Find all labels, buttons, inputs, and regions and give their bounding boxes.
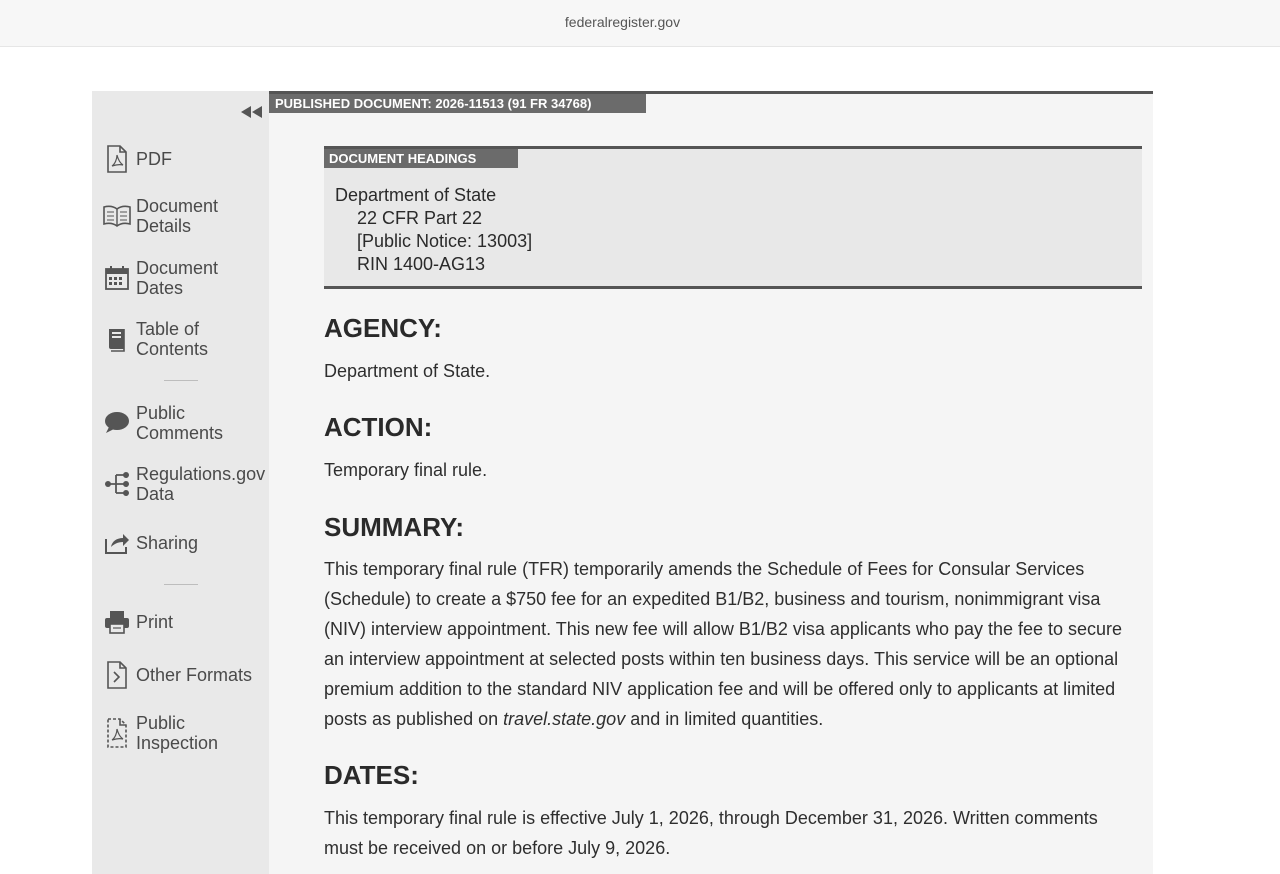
- document-sidebar: [92, 91, 269, 874]
- sidebar-item-document-dates[interactable]: [102, 258, 267, 298]
- headings-cfr: 22 CFR Part 22: [357, 208, 483, 228]
- summary-text-part: and in limited quantities.: [625, 709, 824, 729]
- share-arrow-icon: [102, 528, 132, 558]
- sidebar-item-label: Document Dates: [136, 258, 219, 298]
- file-code-icon: [102, 660, 132, 690]
- sidebar-item-table-of-contents[interactable]: [102, 319, 267, 359]
- sidebar-item-print[interactable]: [102, 607, 267, 637]
- dates-text: This temporary final rule is effective July 1, 2026, through December 31, 2026. Written comments must be received on or before July 9, 2026.: [324, 808, 1098, 858]
- sidebar-item-label: Document Details: [136, 196, 219, 236]
- dates-heading: DATES:: [324, 760, 419, 790]
- url-text: federalregister.gov: [564, 14, 681, 30]
- sidebar-item-document-details[interactable]: [102, 196, 267, 236]
- document-headings-tag: DOCUMENT HEADINGS: [324, 149, 518, 168]
- agency-text: Department of State.: [324, 361, 491, 381]
- travel-state-gov-text: travel.state.gov: [503, 709, 626, 729]
- agency-heading: AGENCY:: [324, 313, 442, 343]
- sidebar-item-label: Public Comments: [136, 403, 224, 443]
- action-text: Temporary final rule.: [324, 460, 488, 480]
- sidebar-item-label: Print: [136, 612, 174, 632]
- sidebar-item-public-inspection[interactable]: [102, 713, 267, 753]
- sidebar-item-public-comments[interactable]: [102, 403, 267, 443]
- headings-public-notice: [Public Notice: 13003]: [357, 231, 533, 251]
- summary-text-part: This temporary final rule (TFR) temporarily amends the Schedule of Fees for Consular Services (Schedule) to create a $750 fee for an expedited B1/B2, business and tourism, nonimmigrant visa (NIV) interview appointment. This new fee will allow B1/B2 visa applicants who pay the fee to secure an interview appointment at selected posts within ten business days. This service will be an optional premium addition to the standard NIV application fee and will be offered only to applicants at limited posts as published on: [324, 559, 1123, 729]
- calendar-icon: [102, 263, 132, 293]
- summary-heading: SUMMARY:: [324, 512, 465, 542]
- sidebar-item-label: Public Inspection: [136, 713, 219, 753]
- sidebar-item-label: PDF: [136, 149, 172, 169]
- sidebar-item-other-formats[interactable]: [102, 660, 267, 690]
- sidebar-item-sharing[interactable]: [102, 528, 267, 558]
- pdf-icon: [102, 144, 132, 174]
- browser-address-bar[interactable]: [0, 0, 1280, 47]
- summary-text: [324, 554, 1139, 734]
- sidebar-item-label: Other Formats: [136, 665, 253, 685]
- sidebar-item-pdf[interactable]: [102, 144, 267, 174]
- sidebar-item-label: Table of Contents: [136, 319, 209, 359]
- sidebar-item-regulations-gov-data[interactable]: [102, 464, 267, 504]
- action-heading: ACTION:: [324, 412, 433, 442]
- headings-agency: Department of State: [335, 185, 497, 205]
- document-content: [269, 91, 1153, 874]
- sidebar-divider: [164, 584, 198, 585]
- sidebar-item-label: Sharing: [136, 533, 199, 553]
- published-document-tag: PUBLISHED DOCUMENT: 2026-11513 (91 FR 34768): [269, 94, 646, 113]
- toc-book-icon: [102, 324, 132, 354]
- sidebar-divider: [164, 380, 198, 381]
- open-book-icon: [102, 201, 132, 231]
- collapse-sidebar-icon[interactable]: [240, 104, 264, 120]
- speech-bubble-icon: [102, 408, 132, 438]
- document-headings-box: [324, 146, 1142, 289]
- printer-icon: [102, 607, 132, 637]
- sidebar-item-label: Regulations.gov Data: [136, 464, 266, 504]
- headings-rin: RIN 1400-AG13: [357, 254, 486, 274]
- file-inspection-icon: [102, 718, 132, 748]
- share-tree-icon: [102, 469, 132, 499]
